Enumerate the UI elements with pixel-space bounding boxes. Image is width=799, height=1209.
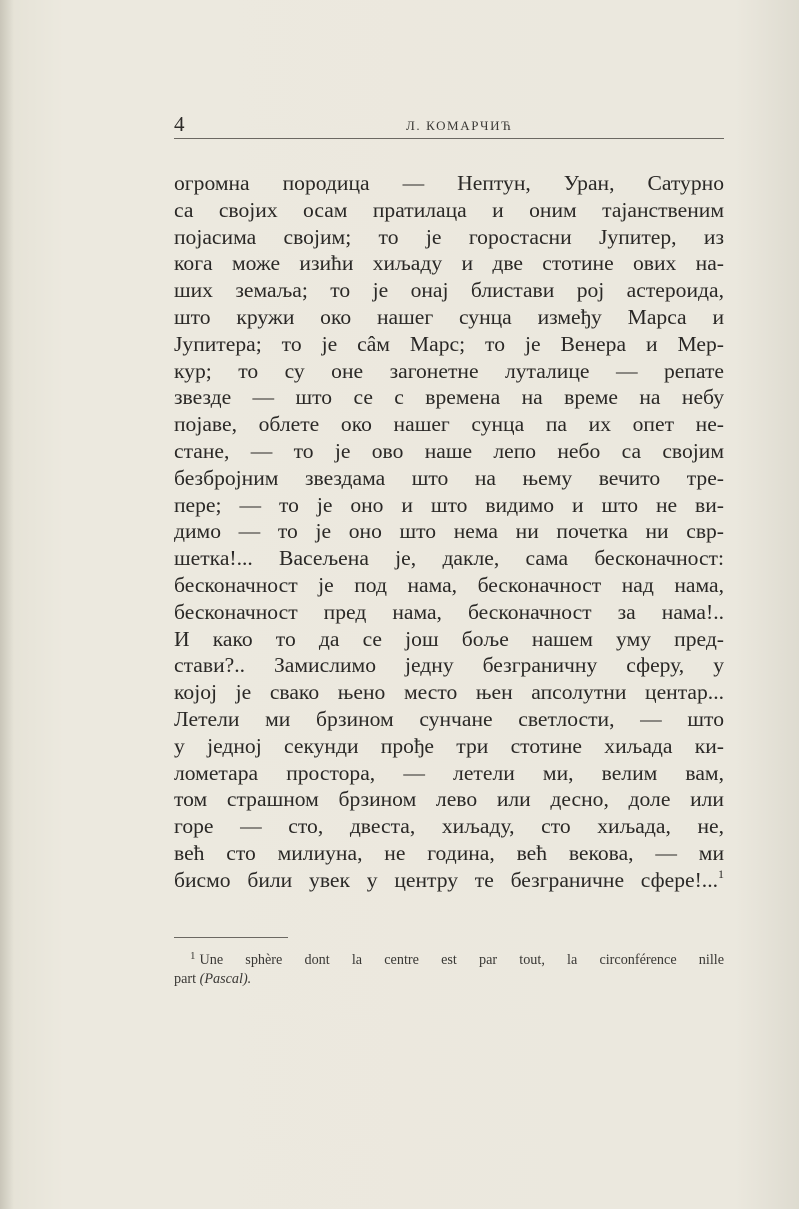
text-line: појасима својим; то је горостасни Јупитер, из <box>174 224 724 249</box>
page-header <box>174 112 724 140</box>
footnote-rule <box>174 937 288 938</box>
text-line: И како то да се још боље нашем уму пред- <box>174 626 724 651</box>
body-text <box>174 170 724 894</box>
text-line: којој је свако њено место њен апсолутни центар... <box>174 680 724 705</box>
text-line: стави?.. Замислимо једну безграничну сферу, у <box>174 653 724 678</box>
footnote <box>174 951 724 989</box>
text-line: шетка!... Васељена је, дакле, сама бесконачност: <box>174 546 724 571</box>
text-line: стане, — то је ово наше лепо небо са својим <box>174 438 724 463</box>
text-line: што кружи око нашег сунца између Марса и <box>174 304 724 329</box>
text-line: ших земаља; то је онај блистави рој астероида, <box>174 278 724 303</box>
spine-shadow <box>0 0 14 1209</box>
text-line: безбројним звездама што на њему вечито тре- <box>174 465 724 490</box>
footnote-text: part <box>174 971 200 987</box>
text-line: Летели ми брзином сунчане светлости, — што <box>174 706 724 731</box>
text-line-content: бисмо били увек у центру те безграничне сфере!... <box>174 867 718 892</box>
footnote-line <box>174 951 724 970</box>
text-line: кур; то су оне загонетне луталице — репате <box>174 358 724 383</box>
footnote-citation: (Pascal). <box>199 971 252 987</box>
text-line: лометара простора, — летели ми, велим вам, <box>174 760 724 785</box>
text-line: димо — то је оно што нема ни почетка ни свр- <box>174 519 724 544</box>
text-line: звезде — што се с времена на време на небу <box>174 385 724 410</box>
text-line: горе — сто, двеста, хиљаду, сто хиљада, не, <box>174 814 724 839</box>
page-number: 4 <box>174 112 185 136</box>
footnote-number: 1 <box>190 950 196 962</box>
text-line: бесконачност је под нама, бесконачност над нама, <box>174 572 724 597</box>
text-line: огромна породица — Нептун, Уран, Сатурно <box>174 171 724 195</box>
running-head: Л. КОМАРЧИЋ <box>406 118 513 133</box>
text-line: већ сто милиуна, не година, већ векова, — ми <box>174 840 724 865</box>
text-line: том страшном брзином лево или десно, доле или <box>174 787 724 812</box>
text-line: кога може изићи хиљаду и две стотине ових на- <box>174 251 724 276</box>
text-line-last <box>174 867 724 894</box>
header-rule <box>174 138 724 139</box>
text-line: Јупитера; то је сâм Марс; то је Венера и Мер- <box>174 331 724 356</box>
text-line: са својих осам пратилаца и оним тајанственим <box>174 197 724 222</box>
text-line: пере; — то је оно и што видимо и што не ви- <box>174 492 724 517</box>
footnote-text: Une sphère dont la centre est par tout, la circonférence nille <box>199 952 724 968</box>
text-line: појаве, облете око нашег сунца па их опет не- <box>174 412 724 437</box>
text-line: у једној секунди прође три стотине хиљада ки- <box>174 733 724 758</box>
footnote-line <box>174 970 724 989</box>
text-line: бесконачност пред нама, бесконачност за нама!.. <box>174 599 724 624</box>
footnote-marker: 1 <box>718 866 724 881</box>
